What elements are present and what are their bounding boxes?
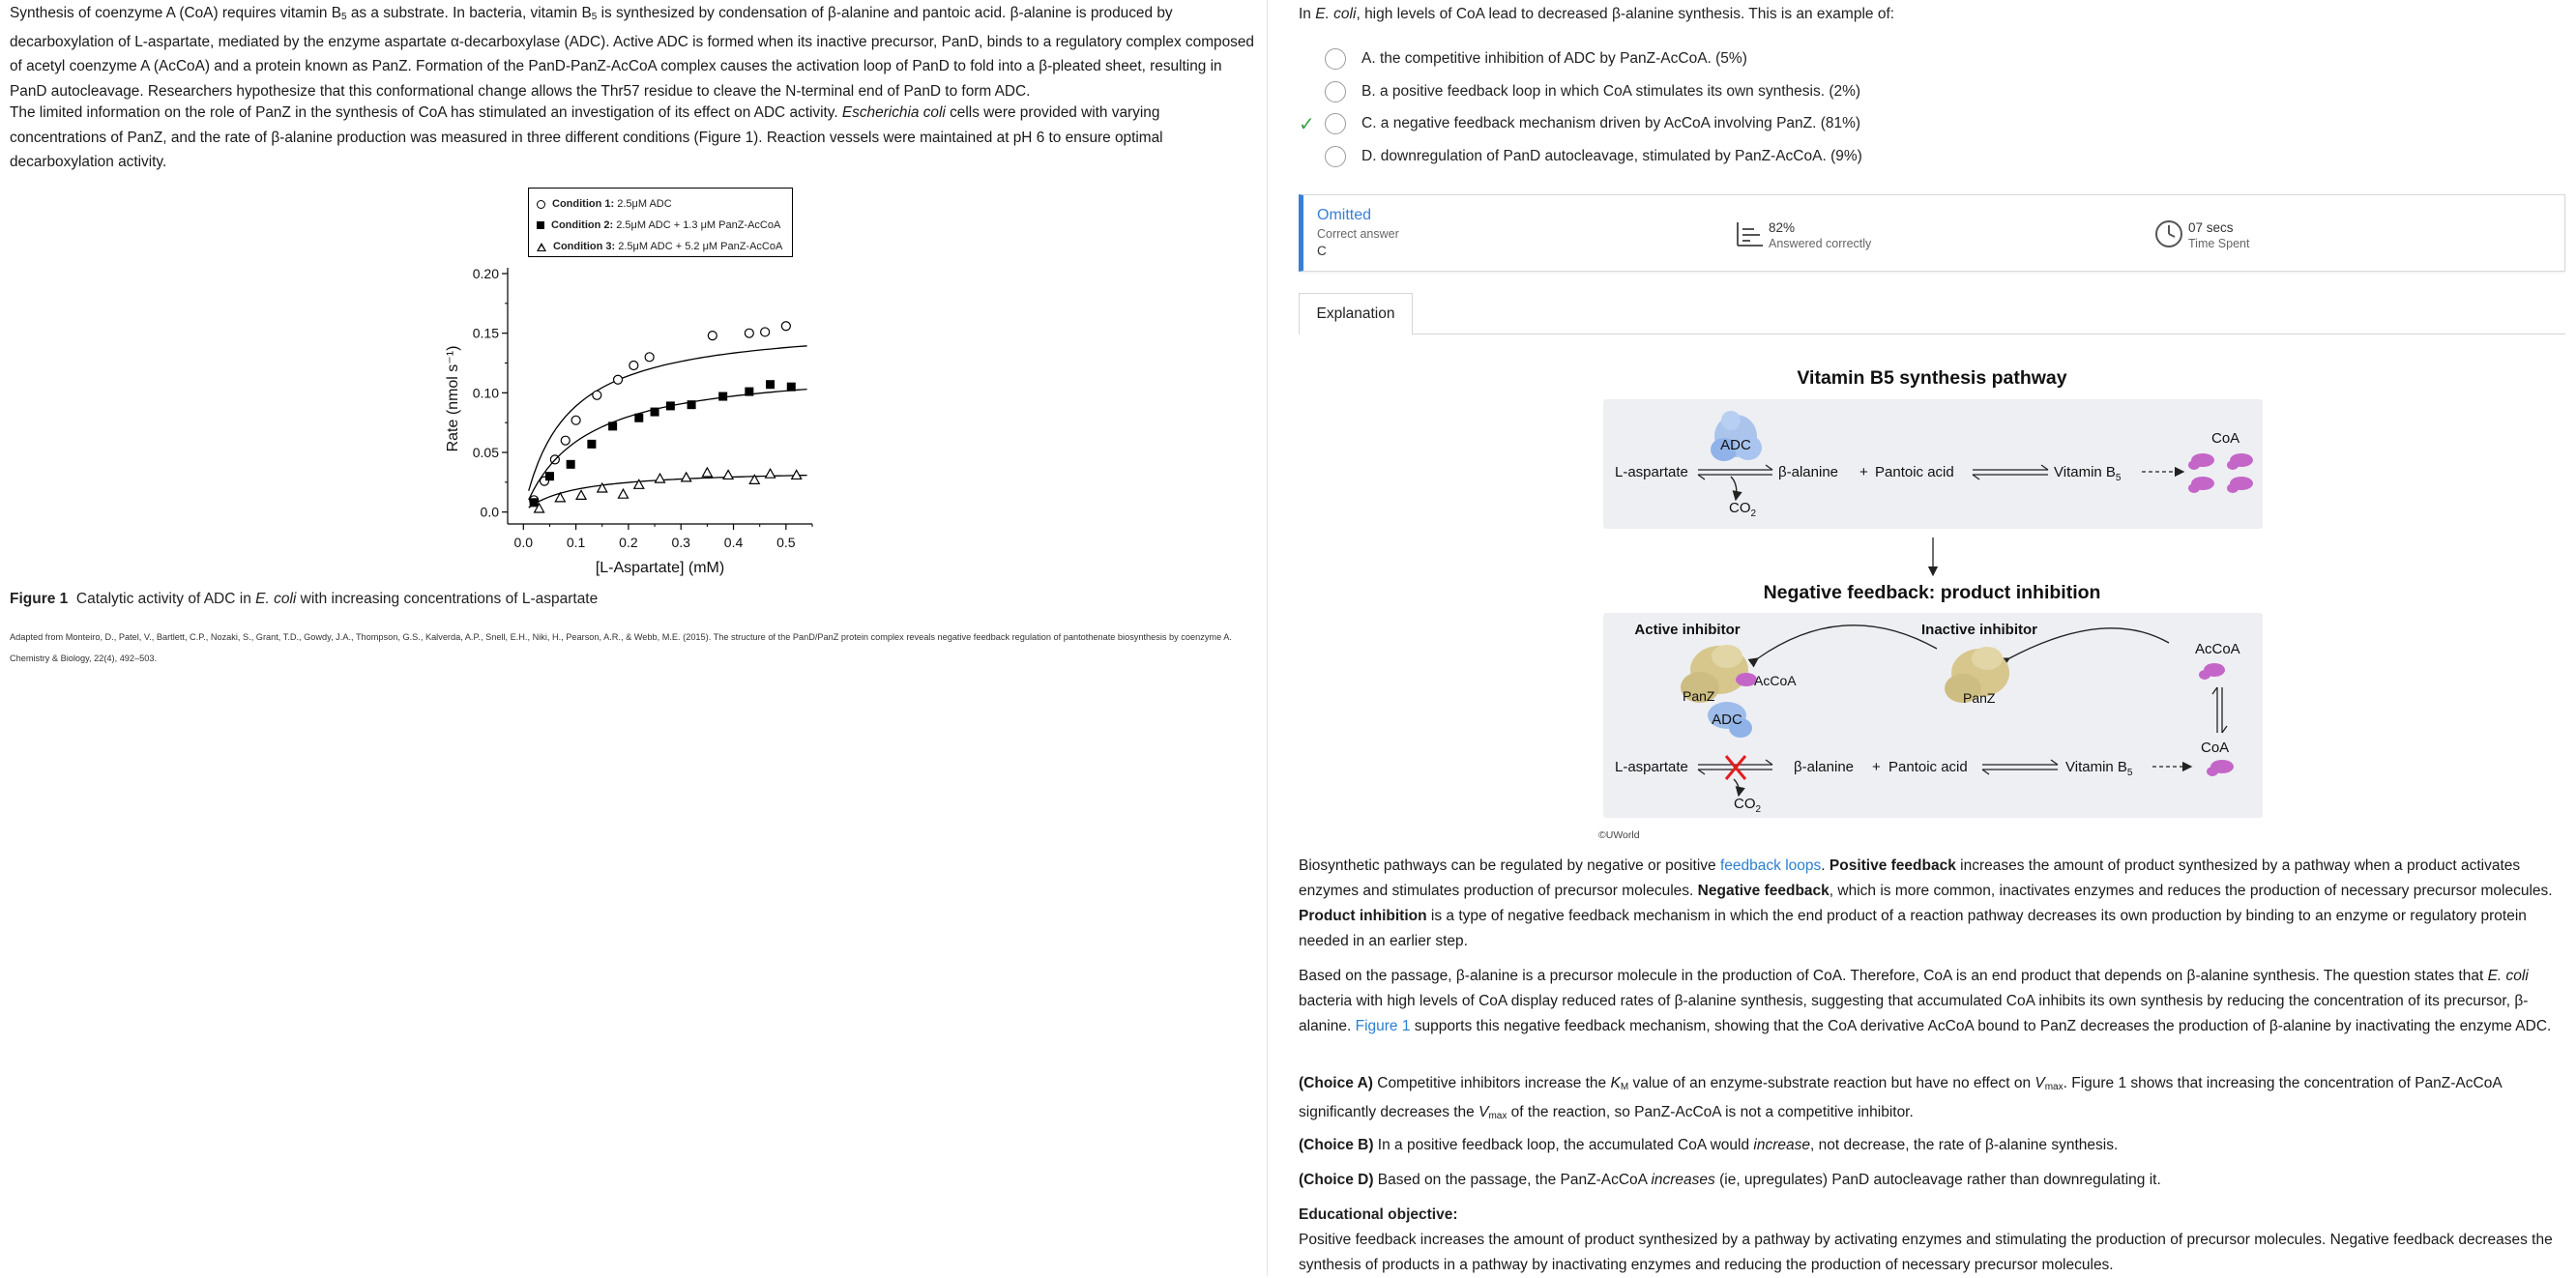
percent-correct-label: Answered correctly <box>1769 237 1872 250</box>
vitamin-b5-label: Vitamin $B_5$ <box>2054 464 2122 483</box>
active-inhibitor-label: Active inhibitor <box>1634 622 1741 638</box>
educational-objective-title: Educational objective: <box>1299 1206 1458 1223</box>
choice-text: A. the competitive inhibition of ADC by PanZ-AcCoA. (5%) <box>1361 50 1747 67</box>
clock-icon <box>2154 219 2183 248</box>
tab-explanation[interactable]: Explanation <box>1299 293 1413 334</box>
l-aspartate-label: L-aspartate <box>1615 464 1688 480</box>
status-omitted: Omitted <box>1317 207 1372 223</box>
radio-button[interactable] <box>1325 113 1346 134</box>
answer-status-bar <box>1299 194 2565 272</box>
beta-alanine-label: β-alanine <box>1778 464 1838 480</box>
diagram-title-feedback: Negative feedback: product inhibition <box>1763 582 2101 603</box>
data-point-condition-1 <box>781 322 790 331</box>
legend-item-condition-2 <box>537 215 784 236</box>
legend-detail: 2.5μM ADC + 5.2 μM PanZ-AcCoA <box>618 241 783 252</box>
answer-choice-d[interactable] <box>1299 144 1862 169</box>
inhibition-x-icon <box>1726 756 1745 779</box>
legend-label: Condition 3: <box>553 241 616 252</box>
pathway-diagram <box>1603 399 2263 825</box>
explanation-paragraph-1: Biosynthetic pathways can be regulated by negative or positive feedback loops. Positive feedback increases the amount of product synthesized by a pathway when a product activates enzymes and stimulates production of precursor molecules. Negative feedback, which is more common, inactivates enzymes and reduces the production of necessary precursor molecules. Product inhibition is a type of negative feedback mechanism in which the end product of a reaction pathway decreases its own production by binding to an enzyme or regulatory protein needed in an earlier step. <box>1299 857 2553 949</box>
l-aspartate-label-2: L-aspartate <box>1615 759 1688 775</box>
data-point-condition-1 <box>571 416 580 424</box>
panz-inactive-label: PanZ <box>1963 690 1996 706</box>
passage-paragraph-2: The limited information on the role of PanZ in the synthesis of CoA has stimulated an investigation of its effect on ADC activity. Escherichia coli cells were provided with varying concentrations of PanZ, and the rate of β-alanine production was measured in three different conditions (Figure 1). Reaction vessels were maintained at pH 6 to ensure optimal decarboxylation activity. <box>10 104 1163 170</box>
data-point-condition-3 <box>766 469 776 478</box>
data-point-condition-1 <box>708 332 717 340</box>
bar-chart-icon <box>1735 220 1764 247</box>
x-axis-label: [L-Aspartate] (mM) <box>595 560 725 576</box>
explanation-choice-d: (Choice D) Based on the passage, the PanZ-AcCoA increases (ie, upregulates) PanD autocleavage rather than downregulating it. <box>1299 1172 2161 1188</box>
legend-detail: 2.5μM ADC + 1.3 μM PanZ-AcCoA <box>616 219 781 231</box>
data-point-condition-2 <box>587 440 596 449</box>
answer-choice-c[interactable] <box>1299 111 1860 136</box>
answer-choice-a[interactable] <box>1299 46 1747 72</box>
accoa-molecule-icon <box>2199 663 2225 680</box>
stem-text: , high levels of CoA lead to decreased β-alanine synthesis. This is an example of: <box>1356 6 1895 22</box>
data-point-condition-2 <box>766 380 775 389</box>
figure-caption <box>10 591 598 608</box>
accoa-bound-label: AcCoA <box>1754 673 1797 688</box>
pantoic-acid-label: Pantoic acid <box>1875 464 1954 480</box>
data-point-condition-3 <box>576 490 586 499</box>
data-point-condition-2 <box>745 388 753 396</box>
data-point-condition-2 <box>634 414 643 422</box>
plus-label: + <box>1859 464 1868 480</box>
y-tick-label: 0.0 <box>480 504 499 520</box>
data-point-condition-3 <box>702 468 712 477</box>
figure-legend <box>528 188 793 257</box>
correct-answer-value: C <box>1317 244 1327 258</box>
time-spent-label: Time Spent <box>2188 237 2250 250</box>
data-point-condition-1 <box>593 391 601 399</box>
coa-label: CoA <box>2211 430 2240 447</box>
answer-choice-b[interactable] <box>1299 79 1860 104</box>
y-tick-label: 0.15 <box>472 325 499 341</box>
data-point-condition-2 <box>651 408 659 417</box>
circle-marker-icon <box>537 200 545 209</box>
accoa-label: AcCoA <box>2195 641 2240 657</box>
correct-check-icon: ✓ <box>1299 113 1315 135</box>
y-tick-label: 0.20 <box>472 266 499 281</box>
passage-paragraph-1: Synthesis of coenzyme A (CoA) requires vitamin $B_5$ as a substrate. In bacteria, vitamin $B_5$ is synthesized by condensation of β-alanine and pantoic acid. β-alanine is produced by decarboxylation of L-aspartate, mediated by the enzyme aspartate α-decarboxylase (ADC). Active ADC is formed when its inactive precursor, PanD, binds to a regulatory complex composed of acetyl coenzyme A (AcCoA) and a protein known as PanZ. Formation of the PanD-PanZ-AcCoA complex causes the activation loop of PanD to fold into a β-pleated sheet, resulting in PanD autocleavage. Researchers hypothesize that this conformational change allows the Thr57 residue to cleave the N-terminal end of PanD to form ADC. <box>10 5 1254 100</box>
passage-pane <box>0 0 1267 1276</box>
data-point-condition-2 <box>608 421 617 430</box>
coa-bottom-label: CoA <box>2201 740 2230 756</box>
caption-text: with increasing concentrations of L-aspartate <box>296 591 599 607</box>
beta-alanine-label-2: β-alanine <box>1794 759 1854 775</box>
panz-active-label: PanZ <box>1683 688 1715 704</box>
percent-correct-value: 82% <box>1769 220 1796 235</box>
diagram-title-pathway: Vitamin B5 synthesis pathway <box>1797 367 2067 389</box>
coa-molecule-icon <box>2188 453 2253 493</box>
legend-item-condition-1 <box>537 193 784 215</box>
data-point-condition-2 <box>545 472 554 480</box>
data-point-condition-1 <box>761 328 770 336</box>
data-point-condition-1 <box>614 375 623 384</box>
co2-label: $CO_2$ <box>1729 500 1757 519</box>
data-point-condition-2 <box>688 400 696 409</box>
rate-chart <box>425 256 841 580</box>
y-axis-label: Rate (nmol s⁻¹) <box>445 345 461 452</box>
x-tick-label: 0.2 <box>619 535 638 550</box>
pane-divider[interactable] <box>1267 0 1268 1276</box>
radio-button[interactable] <box>1325 48 1346 70</box>
figure-citation: Adapted from Monteiro, D., Patel, V., Bartlett, C.P., Nozaki, S., Grant, T.D., Gowdy, J.A., Thompson, G.S., Kalverda, A.P., Snell, E.H., Niki, H., Pearson, A.R., & Webb, M.E. (2015). The structure of the PanD/PanZ protein complex reveals negative feedback regulation of pantothenate biosynthesis by coenzyme A. Chemistry & Biology, 22(4), 492–503. <box>10 632 1232 663</box>
data-point-condition-3 <box>656 474 665 482</box>
coa-bottom-icon <box>2207 760 2234 776</box>
data-point-condition-1 <box>645 353 654 362</box>
adc-enzyme-icon <box>1711 411 1762 461</box>
x-tick-label: 0.3 <box>671 535 690 550</box>
data-point-condition-3 <box>792 470 802 479</box>
adc-label: ADC <box>1720 437 1751 453</box>
copyright-label: ©UWorld <box>1598 829 1640 841</box>
vitamin-b5-label-2: Vitamin $B_5$ <box>2065 759 2133 778</box>
data-point-condition-3 <box>682 473 691 481</box>
co2-label-2: $CO_2$ <box>1734 796 1762 815</box>
question-pane <box>1299 0 2565 1276</box>
radio-button[interactable] <box>1325 81 1346 102</box>
data-point-condition-2 <box>787 383 796 392</box>
caption-text: Catalytic activity of ADC in <box>75 591 256 607</box>
triangle-marker-icon <box>537 243 546 251</box>
legend-detail: 2.5μM ADC <box>617 198 672 210</box>
figure-1-link[interactable]: Figure 1 <box>1355 1018 1411 1034</box>
feedback-loops-link[interactable]: feedback loops <box>1719 857 1822 874</box>
choice-text: D. downregulation of PanD autocleavage, stimulated by PanZ-AcCoA. (9%) <box>1361 148 1862 164</box>
data-point-condition-1 <box>745 329 753 337</box>
caption-text-italic: E. coli <box>255 591 297 607</box>
legend-label: Condition 1: <box>552 198 615 210</box>
square-marker-icon <box>537 221 544 229</box>
pantoic-acid-label-2: Pantoic acid <box>1888 759 1968 775</box>
figure-caption-label: Figure 1 <box>10 591 69 607</box>
y-tick-label: 0.10 <box>472 385 499 401</box>
question-stem <box>1299 6 1894 23</box>
legend-item-condition-3 <box>537 236 784 257</box>
x-tick-label: 0.0 <box>513 535 534 550</box>
inactive-inhibitor-label: Inactive inhibitor <box>1920 622 2038 638</box>
educational-objective-text: Positive feedback increases the amount of product synthesized by a pathway by activating enzymes and stimulating the production of precursor molecules. Negative feedback decreases the synthesis of products in a pathway by inactivating enzymes and reducing the production of necessary precursor molecules. <box>1299 1232 2553 1273</box>
legend-label: Condition 2: <box>551 219 614 231</box>
time-spent-value: 07 secs <box>2188 220 2234 235</box>
data-point-condition-1 <box>561 436 570 445</box>
plus-label-2: + <box>1872 759 1881 775</box>
data-point-condition-3 <box>723 470 733 479</box>
stem-text: In <box>1299 6 1316 22</box>
correct-answer-label: Correct answer <box>1317 227 1399 241</box>
data-point-condition-2 <box>718 392 727 401</box>
fit-curve-triangle <box>529 476 807 508</box>
data-point-condition-1 <box>629 361 638 369</box>
x-tick-label: 0.4 <box>723 535 744 550</box>
stem-text-italic: E. coli <box>1315 6 1357 22</box>
fit-curve-circle <box>529 346 807 491</box>
explanation-choice-a: (Choice A) Competitive inhibitors increase the $K_M$ value of an enzyme-substrate reaction but have no effect on $V_{max}$. Figure 1 shows that increasing the concentration of PanZ-AcCoA significantly decreases the $V_{max}$ of the reaction, so PanZ-AcCoA is not a competitive inhibitor. <box>1299 1075 2502 1121</box>
x-tick-label: 0.5 <box>776 535 796 550</box>
choice-text: C. a negative feedback mechanism driven by AcCoA involving PanZ. (81%) <box>1361 115 1861 131</box>
explanation-choice-b: (Choice B) In a positive feedback loop, the accumulated CoA would increase, not decrease, the rate of β-alanine synthesis. <box>1299 1137 2119 1153</box>
data-point-condition-3 <box>618 489 628 498</box>
explanation-paragraph-2: Based on the passage, β-alanine is a precursor molecule in the production of CoA. Therefore, CoA is an end product that depends on β-alanine synthesis. The question states that E. coli bacteria with high levels of CoA display reduced rates of β-alanine synthesis, suggesting that accumulated CoA inhibits its own synthesis by reducing the concentration of its precursor, β-alanine. Figure 1 supports this negative feedback mechanism, showing that the CoA derivative AcCoA bound to PanZ decreases the production of β-alanine by inactivating the enzyme ADC. <box>1299 968 2552 1034</box>
data-point-condition-2 <box>567 460 575 469</box>
choice-text: B. a positive feedback loop in which CoA stimulates its own synthesis. (2%) <box>1361 83 1861 100</box>
x-tick-label: 0.1 <box>566 535 586 550</box>
radio-button[interactable] <box>1325 146 1346 167</box>
y-tick-label: 0.05 <box>472 445 499 460</box>
adc-inhibited-label: ADC <box>1712 712 1742 728</box>
data-point-condition-2 <box>666 401 675 410</box>
